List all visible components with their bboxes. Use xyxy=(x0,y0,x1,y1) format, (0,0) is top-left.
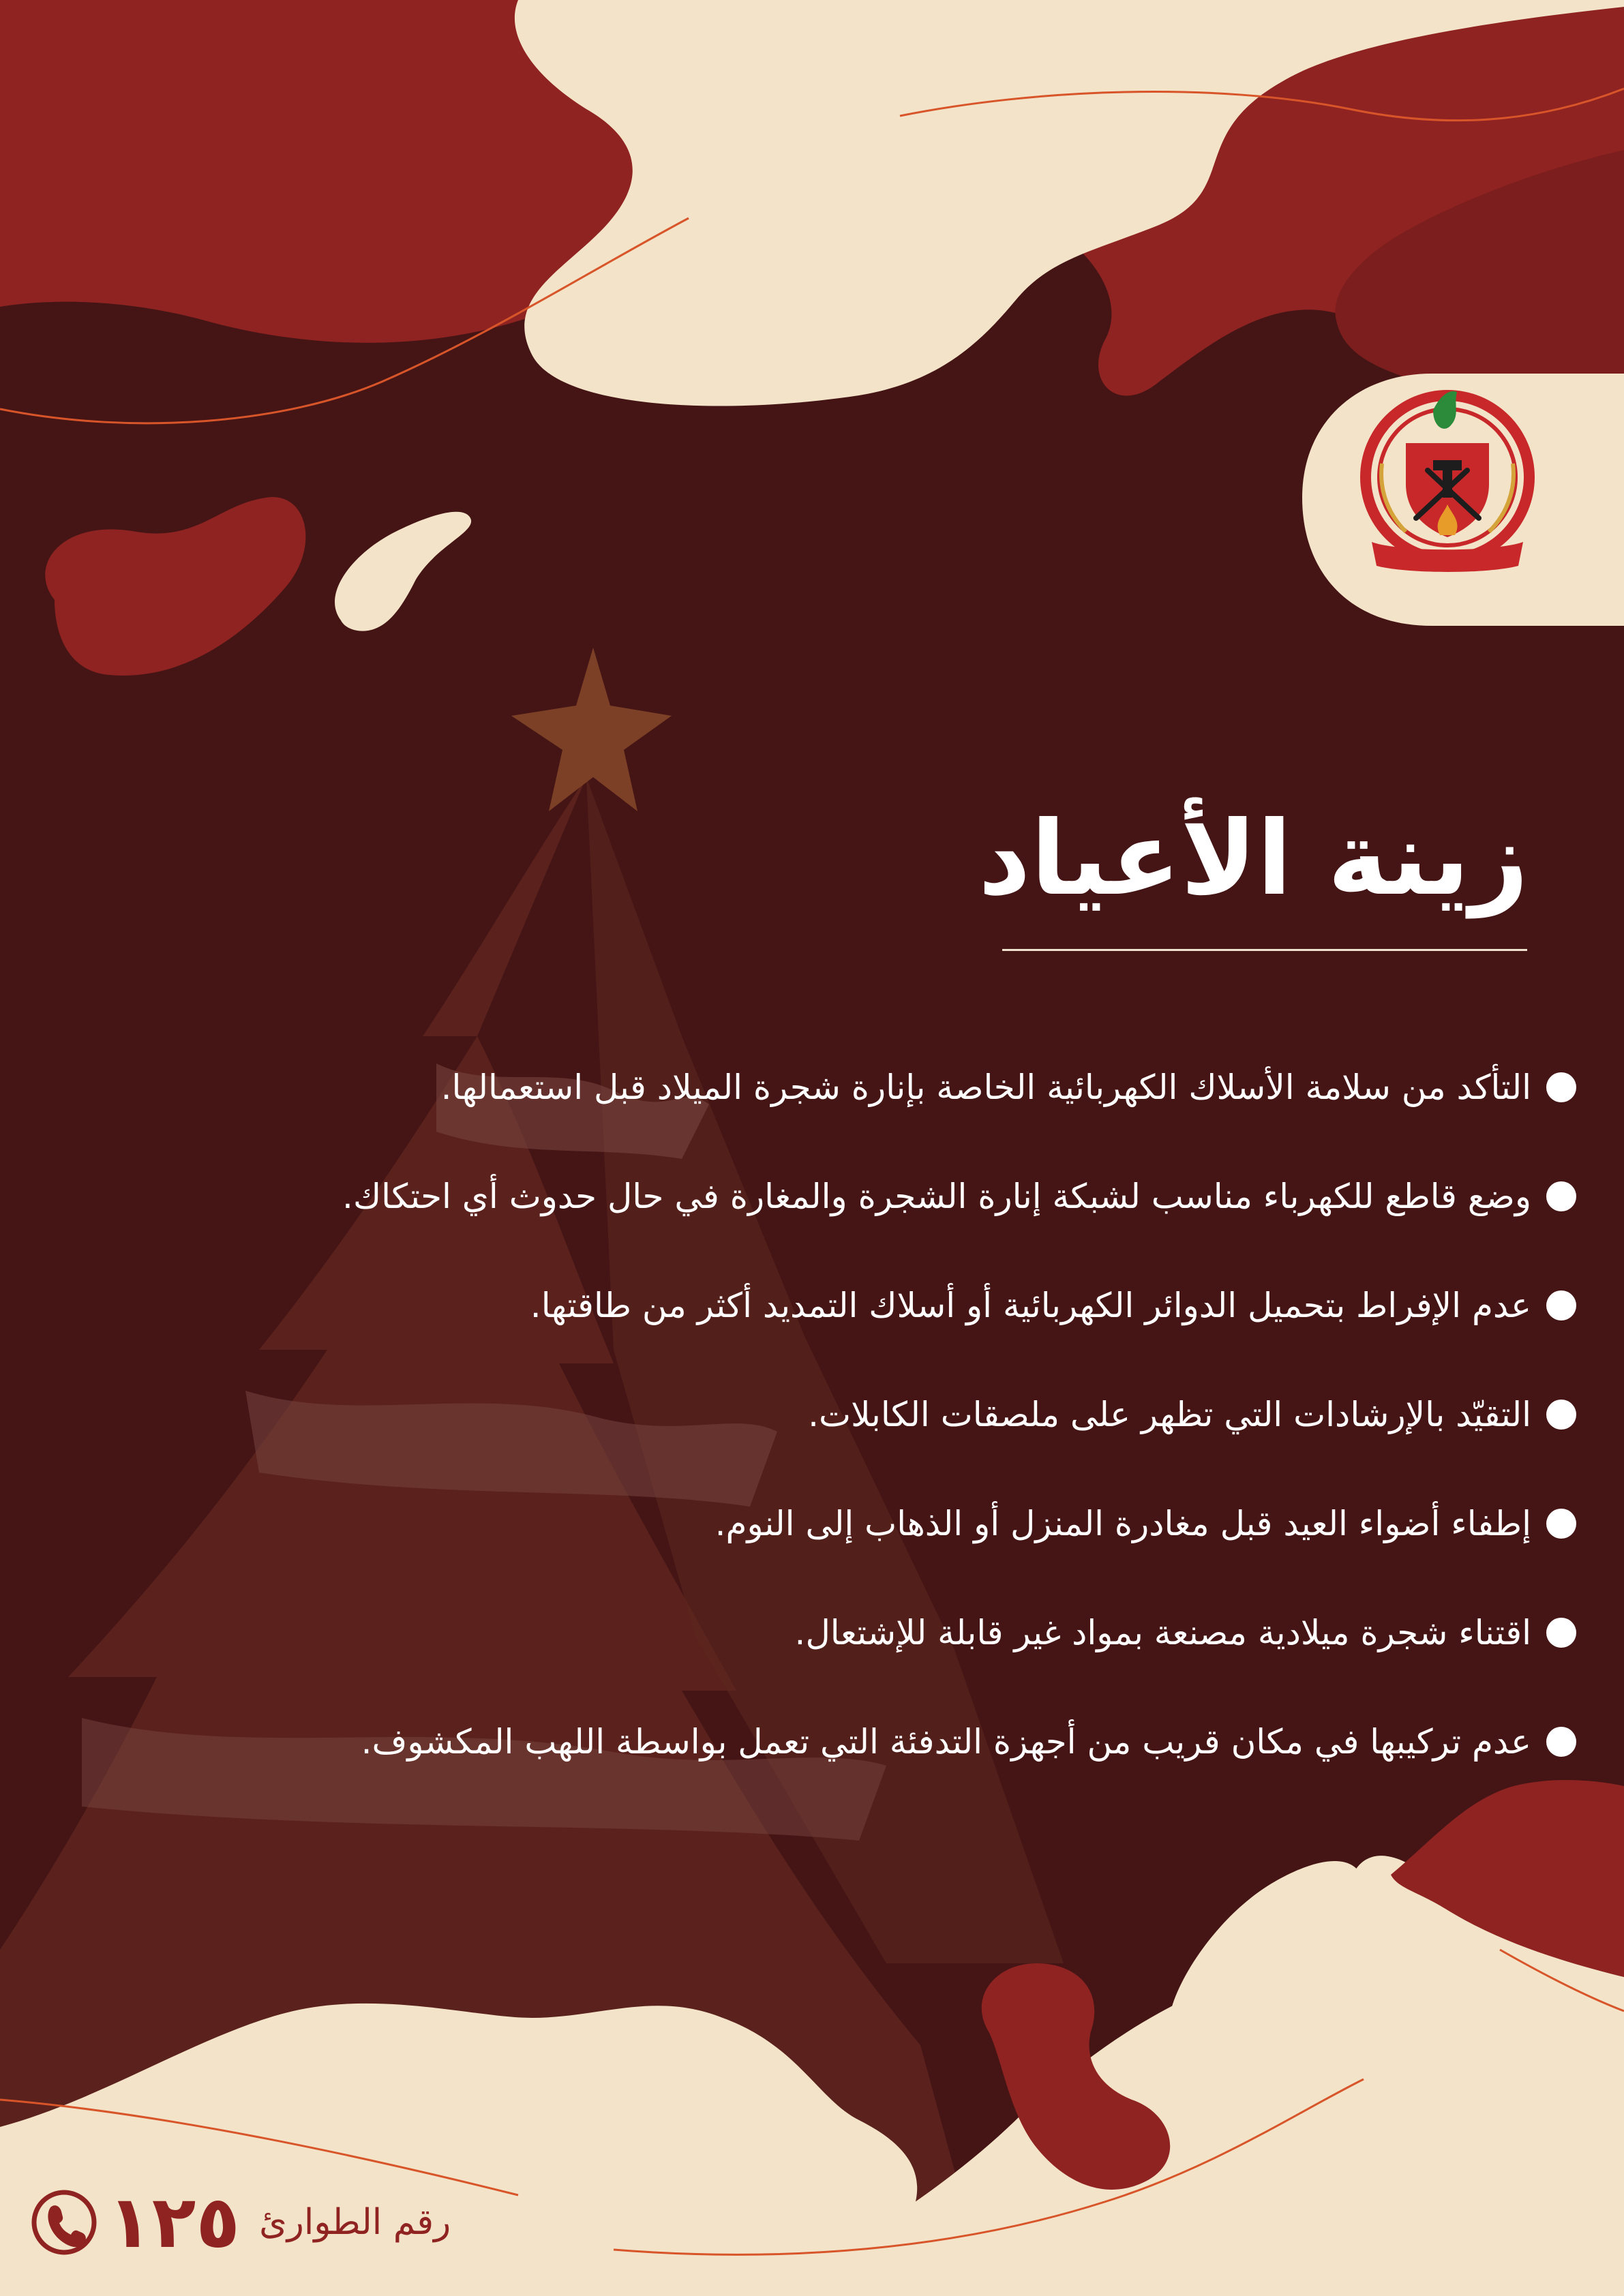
tip-text: إطفاء أضواء العيد قبل مغادرة المنزل أو الذهاب إلى النوم. xyxy=(715,1504,1531,1543)
left-red-blob xyxy=(45,497,305,676)
tip-item xyxy=(42,1715,1576,1769)
tip-text: التقيّد بالإرشادات التي تظهر على ملصقات الكابلات. xyxy=(808,1395,1531,1434)
bullet-icon xyxy=(1546,1290,1576,1320)
bullet-icon xyxy=(1546,1727,1576,1757)
emergency-label: رقم الطوارئ xyxy=(259,2202,451,2243)
tip-text: عدم الإفراط بتحميل الدوائر الكهربائية أو أسلاك التمديد أكثر من طاقتها. xyxy=(530,1286,1531,1325)
tip-item xyxy=(42,1278,1576,1333)
title-underline xyxy=(1002,949,1527,951)
tip-text: اقتناء شجرة ميلادية مصنعة بمواد غير قابلة للإشتعال. xyxy=(794,1613,1531,1652)
tree-star xyxy=(511,648,672,811)
emergency-number: ١٢٥ xyxy=(108,2180,241,2264)
civil-defense-emblem xyxy=(1331,368,1564,601)
tip-text: عدم تركيبها في مكان قريب من أجهزة التدفئة التي تعمل بواسطة اللهب المكشوف. xyxy=(361,1722,1531,1762)
bullet-icon xyxy=(1546,1618,1576,1648)
bullet-icon xyxy=(1546,1181,1576,1211)
tip-item xyxy=(42,1169,1576,1224)
bullet-icon xyxy=(1546,1509,1576,1539)
bullet-icon xyxy=(1546,1072,1576,1102)
bullet-icon xyxy=(1546,1400,1576,1430)
emergency-number-block xyxy=(30,2181,451,2263)
tip-text: وضع قاطع للكهرباء مناسب لشبكة إنارة الشجرة والمغارة في حال حدوث أي احتكاك. xyxy=(342,1177,1531,1216)
phone-icon xyxy=(30,2188,98,2256)
left-cream-blob xyxy=(335,512,471,631)
poster-title: زينة الأعياد xyxy=(978,800,1529,918)
tip-item xyxy=(42,1605,1576,1660)
tip-item xyxy=(42,1496,1576,1551)
tip-text: التأكد من سلامة الأسلاك الكهربائية الخاصة بإنارة شجرة الميلاد قبل استعمالها. xyxy=(440,1068,1531,1107)
tip-item xyxy=(42,1060,1576,1115)
safety-tips-list xyxy=(42,1060,1576,1824)
tip-item xyxy=(42,1387,1576,1442)
